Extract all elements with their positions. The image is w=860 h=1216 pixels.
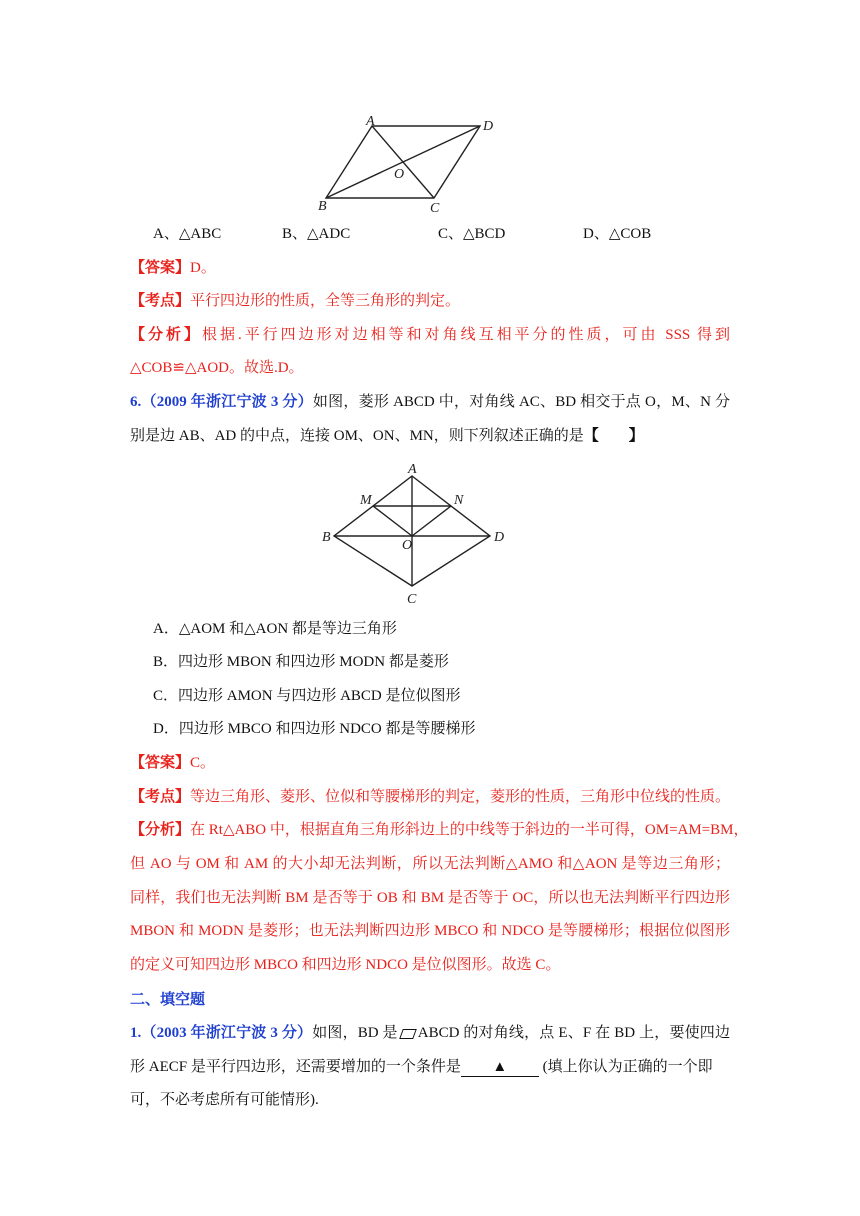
- segment-om: [373, 506, 412, 536]
- fill1-line3: 可，不必考虑所有可能情形).: [130, 1092, 319, 1108]
- q6-analysis-line5: 的定义可知四边形 MBCO 和四边形 NDCO 是位似图形。故选 C。: [130, 957, 561, 973]
- q6-point: 【考点】等边三角形、菱形、位似和等腰梯形的判定，菱形的性质，三角形中位线的性质。: [130, 789, 731, 805]
- label-m: M: [360, 493, 372, 508]
- label-o: O: [394, 167, 405, 182]
- q5-point: 【考点】平行四边形的性质，全等三角形的判定。: [130, 293, 461, 309]
- q6-analysis-line2: 但 AO 与 OM 和 AM 的大小却无法判断，所以无法判断△AMO 和△AON 是等边三角形；: [130, 856, 730, 872]
- q6-analysis-line1: 【分析】在 Rt△ABO 中，根据直角三角形斜边上的中线等于斜边的一半可得，OM=AM=BM，: [130, 822, 749, 838]
- fill1-line2: 形 AECF 是平行四边形，还需要增加的一个条件是 ▲ (填上你认为正确的一个即: [130, 1059, 713, 1075]
- q6-analysis-line4: MBON 和 MODN 是菱形；也无法判断四边形 MBCO 和 NDCO 是等腰梯形；根据位似图形: [130, 923, 730, 939]
- label-d: D: [483, 119, 494, 134]
- q5-option-a: A、△ABC: [153, 226, 222, 242]
- label-a: A: [408, 462, 417, 477]
- q5-option-c: C、△BCD: [438, 226, 506, 242]
- answer-blank: ▲: [461, 1058, 539, 1077]
- q6-stem-line2: 别是边 AB、AD 的中点，连接 OM、ON、MN，则下列叙述正确的是【 】: [130, 428, 644, 444]
- label-c: C: [430, 201, 440, 216]
- q5-analysis-line2: △COB≌△AOD。故选.D。: [130, 360, 304, 376]
- label-b: B: [322, 530, 331, 545]
- q6-analysis-line3: 同样，我们也无法判断 BM 是否等于 OB 和 BM 是否等于 OC，所以也无法判断平行四边形: [130, 890, 730, 906]
- segment-on: [412, 506, 451, 536]
- parallelogram-figure: [310, 112, 520, 216]
- q5-answer: 【答案】D。: [130, 260, 216, 276]
- label-n: N: [454, 493, 464, 508]
- fill1-line1: 1.（2003 年浙江宁波 3 分）如图，BD 是 ABCD 的对角线，点 E、F 在 BD 上，要使四边: [130, 1025, 730, 1041]
- q6-option-c: C．四边形 AMON 与四边形 ABCD 是位似图形: [153, 688, 461, 704]
- label-o: O: [402, 538, 413, 553]
- q6-option-b: B．四边形 MBON 和四边形 MODN 都是菱形: [153, 654, 449, 670]
- q6-answer: 【答案】C。: [130, 755, 216, 771]
- q6-stem-line1: 6.（2009 年浙江宁波 3 分）如图，菱形 ABCD 中，对角线 AC、BD 相交于点 O，M、N 分: [130, 394, 730, 410]
- label-d: D: [494, 530, 505, 545]
- q5-option-d: D、△COB: [583, 226, 652, 242]
- rhombus-figure: [318, 460, 518, 610]
- parallelogram-icon: [399, 1029, 417, 1039]
- section-title: 二、填空题: [130, 992, 206, 1008]
- q6-option-a: A．△AOM 和△AON 都是等边三角形: [153, 621, 397, 637]
- label-a: A: [366, 114, 375, 129]
- q5-option-b: B、△ADC: [282, 226, 351, 242]
- q6-option-d: D．四边形 MBCO 和四边形 NDCO 都是等腰梯形: [153, 721, 476, 737]
- q5-analysis-line1: 【分析】根据.平行四边形对边相等和对角线互相平分的性质，可由 SSS 得到: [130, 327, 730, 343]
- label-b: B: [318, 199, 327, 214]
- label-c: C: [407, 592, 417, 607]
